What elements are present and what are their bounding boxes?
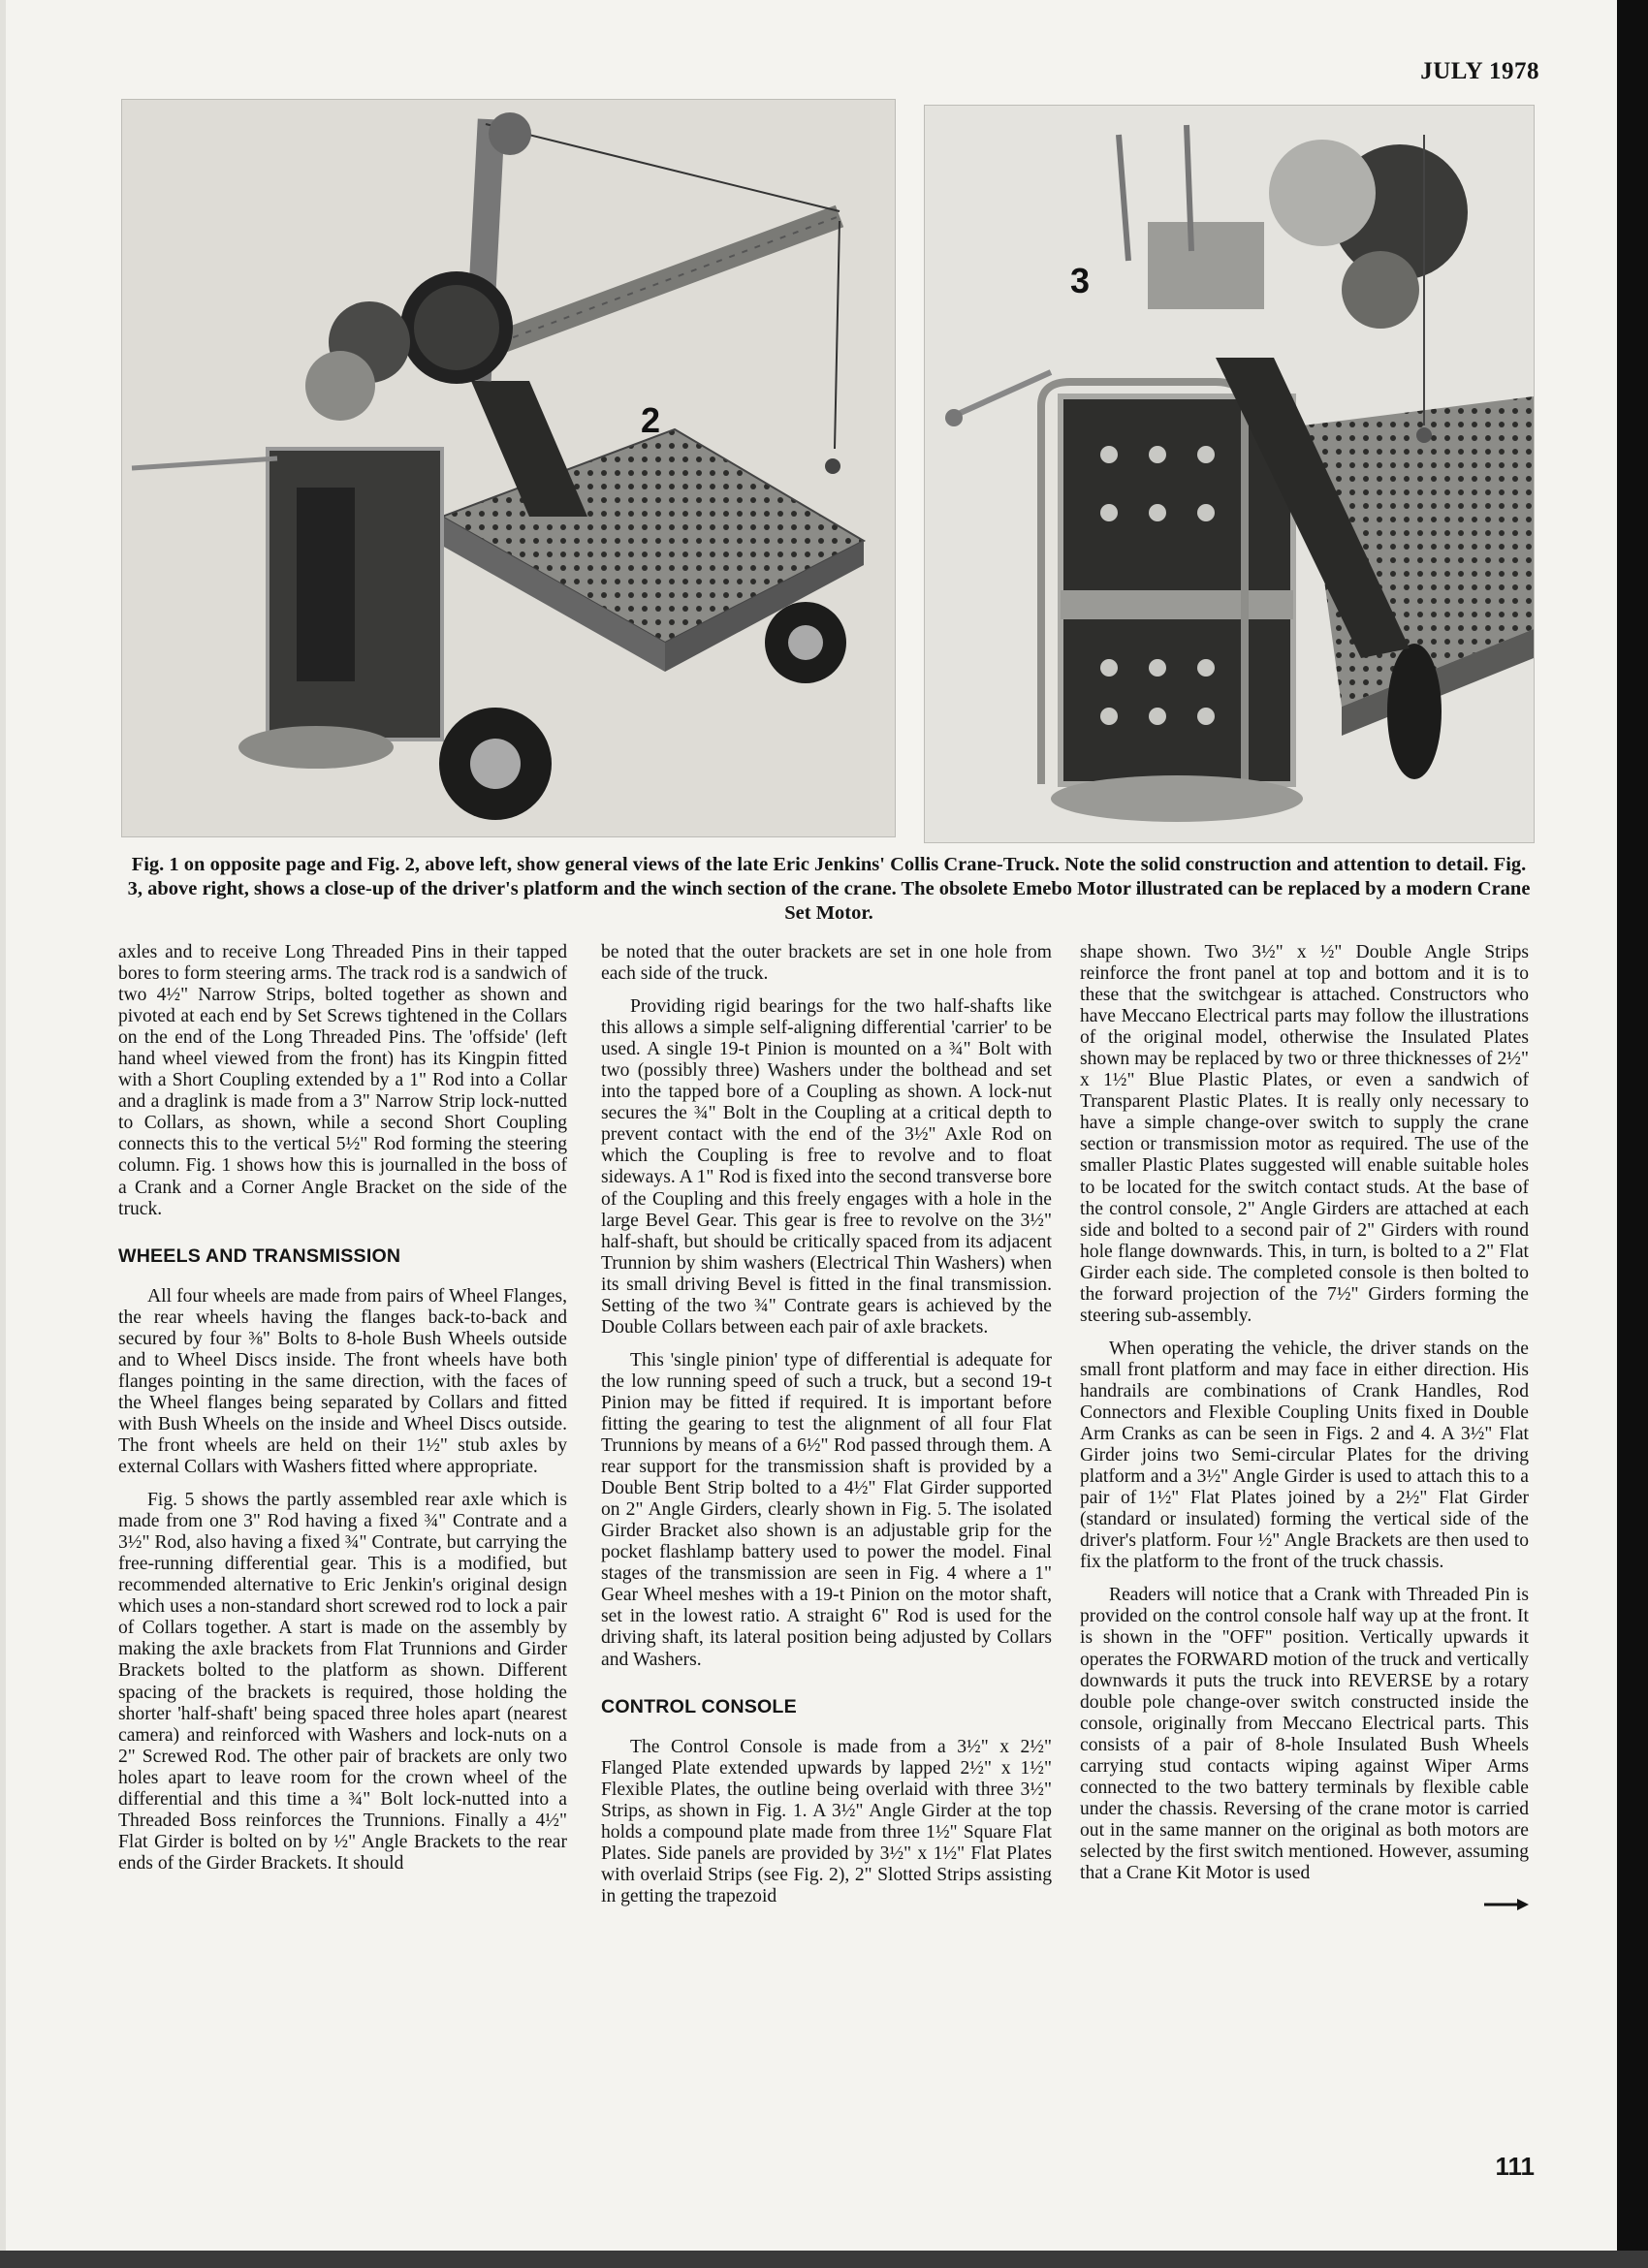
scan-border-bottom xyxy=(0,2251,1648,2268)
column-3-paragraph-2: When operating the vehicle, the driver stands on the small front platform and may face in either direction. His handrails are combinations of Crank Handles, Rod Connectors and Flexible Coupling Units fixed in Double Arm Cranks as can be seen in Figs. 2 and 4. A 3½" Flat Girder joins two Semi-circular Plates for the driving platform and a 3½" Angle Girder is used to attach this to a pair of 1½" Flat Plates joined by a 2½" Flat Girder (standard or insulated) forming the vertical side of the driver's platform. Four ½" Angle Brackets are then used to fix the platform to the front of the truck chassis. xyxy=(1080,1338,1529,1573)
figure-3-photo xyxy=(924,105,1535,843)
column-2-paragraph-3: This 'single pinion' type of differential is adequate for the low running speed of such a truck, but a second 19-t Pinion may be fitted if required. It is important before fitting the gearing to test the alignment of all four Flat Trunnions by means of a 6½" Rod passed through them. A rear support for the transmission shaft is provided by a Double Bent Strip bolted to a 4½" Flat Girder supported on 2" Angle Girders, clearly shown in Fig. 5. The isolated Girder Bracket also shown is an adjustable grip for the pocket flashlamp battery used to power the model. Final stages of the transmission are seen in Fig. 4 where a 1" Gear Wheel meshes with a 19-t Pinion on the motor shaft, set in the lowest ratio. A straight 6" Rod is used for the driving shaft, its lateral position being adjusted by Collars and Washers. xyxy=(601,1349,1052,1670)
issue-date: JULY 1978 xyxy=(1420,58,1539,84)
driver-platform-closeup-illustration xyxy=(925,106,1534,842)
section-heading-wheels: WHEELS AND TRANSMISSION xyxy=(118,1244,401,1267)
column-2-paragraph-4: The Control Console is made from a 3½" x 2½" Flanged Plate extended upwards by lapped 2½" x 1½" Flexible Plates, the outline being overlaid with three 3½" Strips, as shown in Fig. 1. A 3½" Angle Girder at the top holds a compound plate made from three 1½" Square Flat Plates. Side panels are provided by 3½" x 1½" Flat Plates with overlaid Strips (see Fig. 2), 2" Slotted Strips assisting in getting the trapezoid xyxy=(601,1736,1052,1906)
column-2-paragraph-2: Providing rigid bearings for the two half-shafts like this allows a simple self-aligning differential 'carrier' to be used. A single 19-t Pinion is mounted on a ¾" Bolt with two (possibly three) Washers under the bolthead and set into the tapped bore of a Coupling as shown. A lock-nut secures the ¾" Bolt in the Coupling at a critical depth to prevent contact with the end of the 3½" Axle Rod on which the Coupling is free to revolve and to float sideways. A 1" Rod is fixed into the second transverse bore of the Coupling and this freely engages with a hole in the large Bevel Gear. This gear is free to revolve on the 3½" half-shaft, but should be critically spaced from its adjacent Trunnion by shim washers (Electrical Thin Washers) when its small driving Bevel is fitted in the final transmission. Setting of the two ¾" Contrate gears is achieved by the Double Collars between each pair of axle brackets. xyxy=(601,996,1052,1338)
text-column-3 xyxy=(1080,942,1529,1896)
column-1-paragraph-1: axles and to receive Long Threaded Pins in their tapped bores to form steering arms. The track rod is a sandwich of two 4½" Narrow Strips, bolted together as shown and pivoted at each end by Set Screws tightened in the Collars on the end of the Long Threaded Pins. The 'offside' (left hand wheel viewed from the front) has its Kingpin fitted with a Short Coupling extended by a 1" Rod into a Collar and a draglink is made from a 3" Narrow Strip lock-nutted to Collars, as shown, while a second Short Coupling connects this to the vertical 5½" Rod forming the steering column. Fig. 1 shows how this is journalled in the boss of a Crank and a Corner Angle Bracket on the side of the truck. xyxy=(118,942,567,1219)
column-1-paragraph-3: Fig. 5 shows the partly assembled rear axle which is made from one 3" Rod having a fixed ¾" Contrate and a 3½" Rod, also having a fixed ¾" Contrate, but carrying the free-running differential gear. This is a modified, but recommended alternative to Eric Jenkin's original design which uses a non-standard short screwed rod to lock a pair of Collars together. A start is made on the assembly by making the axle brackets from Flat Trunnions and Girder Brackets bolted to the platform as shown. Different spacing of the brackets is required, those holding the shorter 'half-shaft' being spaced three holes apart (nearest camera) and reinforced with Washers and lock-nuts on a 2" Screwed Rod. The other pair of brackets are only two holes apart to leave room for the crown wheel of the differential and this time a ¾" Bolt lock-nutted into a Threaded Boss reinforces the Trunnions. Finally a 4½" Flat Girder is bolted on by ½" Angle Brackets to the rear ends of the Girder Brackets. It should xyxy=(118,1490,567,1874)
figure-3-label: 3 xyxy=(1070,261,1091,300)
figure-caption: Fig. 1 on opposite page and Fig. 2, above left, show general views of the late Eric Jenkins' Collis Crane-Truck. Note the solid construction and attention to detail. Fig. 3, above right, shows a close-up of the driver's platform and the winch section of the crane. The obsolete Emebo Motor illustrated can be replaced by a modern Crane Set Motor. xyxy=(127,854,1531,924)
figure-2-label: 2 xyxy=(641,400,661,440)
text-column-1 xyxy=(118,942,567,1886)
text-column-2 xyxy=(601,942,1052,1919)
figure-2-photo xyxy=(121,99,896,837)
crane-truck-illustration xyxy=(122,100,895,836)
section-heading-control-console: CONTROL CONSOLE xyxy=(601,1695,797,1717)
scan-border-right xyxy=(1617,0,1648,2268)
column-3-paragraph-3: Readers will notice that a Crank with Threaded Pin is provided on the control console half way up at the front. It is shown in the "OFF" position. Vertically upwards it operates the FORWARD motion of the truck and vertically downwards it puts the truck into REVERSE by a rotary double pole change-over switch constructed inside the console, originally from Meccano Electrical parts. This consists of a pair of 8-hole Insulated Bush Wheels carrying stud contacts wiping against Wiper Arms connected to the two battery terminals by flexible cable under the chassis. Reversing of the crane motor is carried out in the same manner on the original as both motors are selected by the first switch mentioned. However, assuming that a Crane Kit Motor is used xyxy=(1080,1585,1529,1883)
column-2-paragraph-1: be noted that the outer brackets are set in one hole from each side of the truck. xyxy=(601,942,1052,985)
page-number: 111 xyxy=(1495,2152,1535,2181)
continued-arrow-icon xyxy=(1484,1898,1529,1911)
page-shadow-left xyxy=(0,0,6,2251)
column-3-paragraph-1: shape shown. Two 3½" x ½" Double Angle Strips reinforce the front panel at top and bottom and it is to these that the switchgear is attached. Constructors who have Meccano Electrical parts may follow the illustrations of the original model, otherwise the Insulated Plates shown may be replaced by two or three thicknesses of 2½" x 1½" Blue Plastic Plates, or even a sandwich of Transparent Plastic Plates. It is really only necessary to have a simple change-over switch to supply the crane section or transmission motor as required. The use of the smaller Plastic Plates suggested will enable suitable holes to be located for the switch contact studs. At the base of the control console, 2" Angle Girders are attached at each side and bolted to a second pair of 2" Girders with round hole flange downwards. This, in turn, is bolted to a 2" Flat Girder each side. The completed console is then bolted to the forward projection of the 7½" Girders forming the steering sub-assembly. xyxy=(1080,942,1529,1326)
column-1-paragraph-2: All four wheels are made from pairs of Wheel Flanges, the rear wheels having the flanges back-to-back and secured by four ⅜" Bolts to 8-hole Bush Wheels outside and to Wheel Discs inside. The front wheels have both flanges pointing in the same direction, with the faces of the Wheel flanges being separated by Collars and fitted with Bush Wheels on the inside and Wheel Discs outside. The front wheels are held on their 1½" stub axles by external Collars with Washers fitted where appropriate. xyxy=(118,1285,567,1478)
